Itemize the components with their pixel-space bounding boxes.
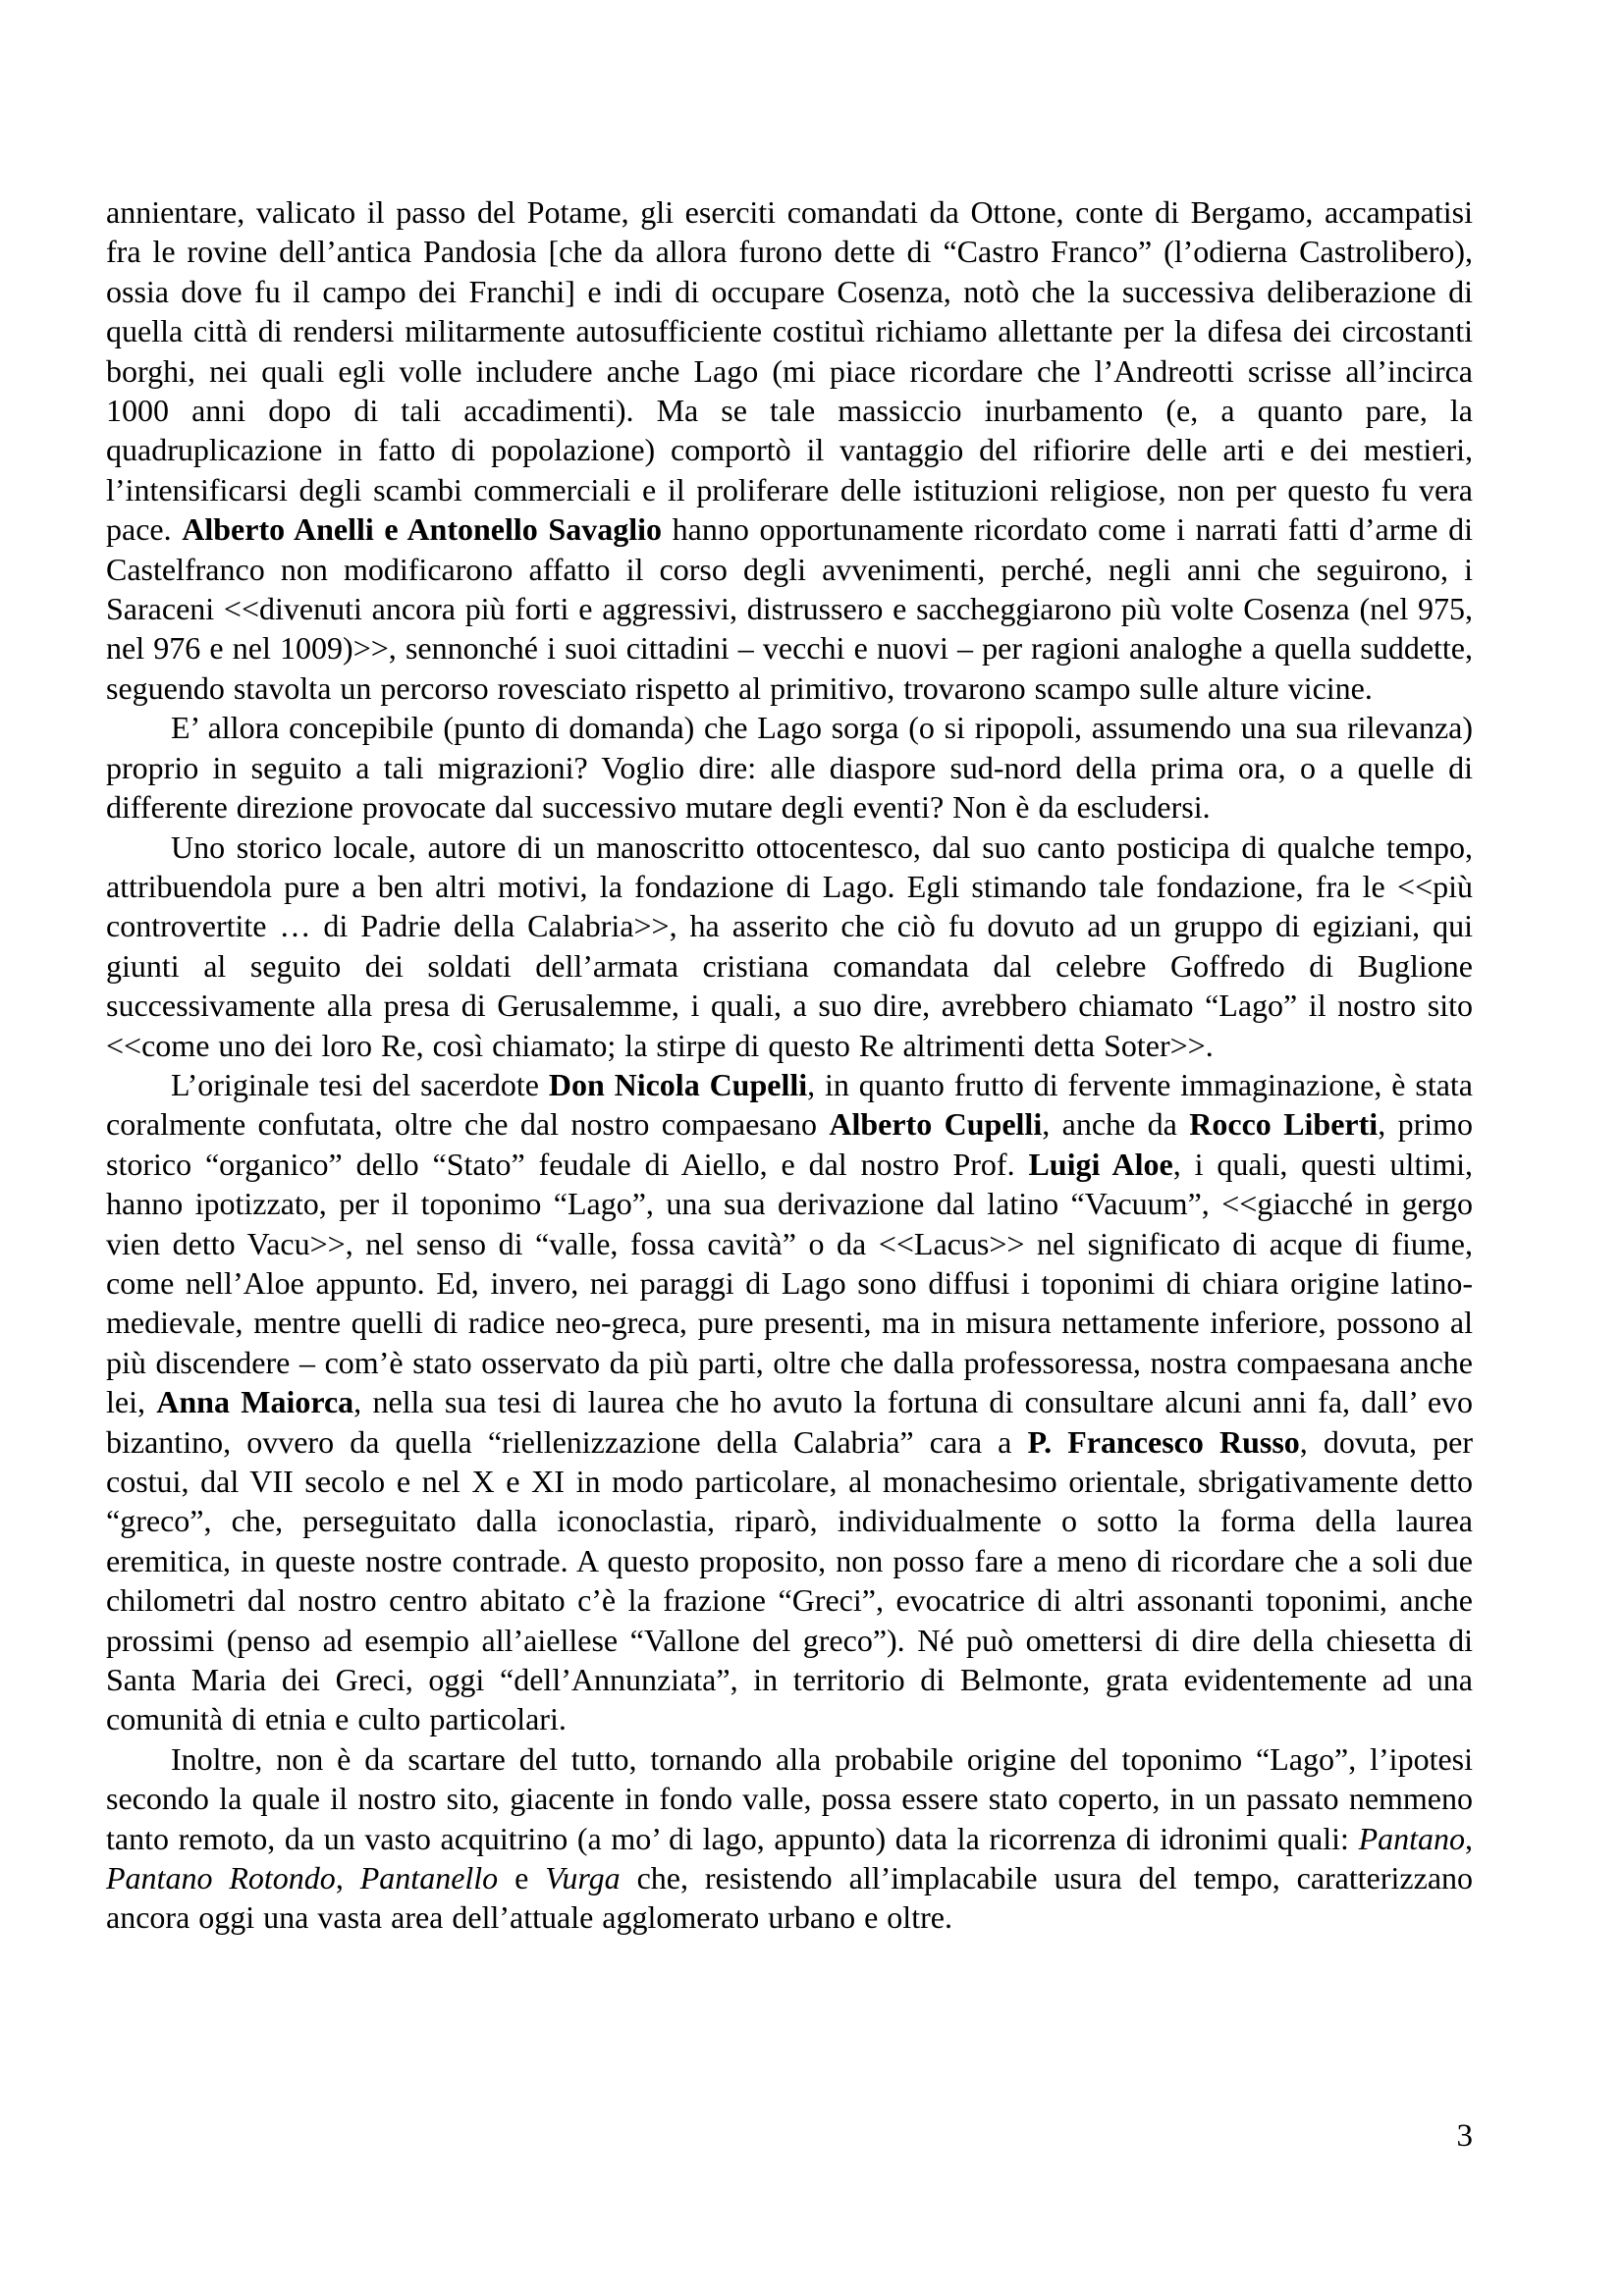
text-run: Vurga bbox=[545, 1860, 621, 1896]
text-run: Uno storico locale, autore di un manoscritto ottocentesco, dal suo canto posticipa di qualche tempo, attribuendola pure a ben altri motivi, la fondazione di Lago. Egli stimando tale fondazione, fra le <<più controvertite … di Padrie della Calabria>>, ha asserito che ciò fu dovuto ad un gruppo di egiziani, qui giunti al seguito dei soldati dell’armata cristiana comandata dal celebre Goffredo di Buglione successivamente alla presa di Gerusalemme, i quali, a suo dire, avrebbero chiamato “Lago” il nostro sito <<come uno dei loro Re, così chiamato; la stirpe di questo Re altrimenti detta Soter>>. bbox=[106, 828, 1473, 1063]
text-run: , in quanto frutto di fervente immaginazione, è stata coralmente confutata, oltre che dal nostro compaesano bbox=[106, 1066, 1474, 1143]
text-run: e bbox=[498, 1860, 546, 1896]
paragraph bbox=[106, 1065, 1473, 1739]
text-run: , primo storico “organico” dello “Stato” feudale di Aiello, e dal nostro Prof. bbox=[106, 1106, 1474, 1182]
text-run: P. Francesco Russo bbox=[1027, 1423, 1300, 1460]
text-run: , i quali, questi ultimi, hanno ipotizzato, per il toponimo “Lago”, una sua derivazione dal latino “Vacuum”, <<giacché in gergo vien detto Vacu>>, nel senso di “valle, fossa cavità” o da <<Lacus>> nel significato di acque di fiume, come nell’Aloe appunto. Ed, invero, nei paraggi di Lago sono diffusi i toponimi di chiara origine latino-medievale, mentre quelli di radice neo-greca, pure presenti, ma in misura nettamente inferiore, possono al più discendere – com’è stato osservato da più parti, oltre che dalla professoressa, nostra compaesana anche lei, bbox=[106, 1146, 1474, 1420]
text-run: Pantanello bbox=[359, 1860, 499, 1896]
text-run: Alberto Cupelli bbox=[829, 1106, 1043, 1143]
text-run: Inoltre, non è da scartare del tutto, tornando alla probabile origine del toponimo “Lago”, l’ipotesi secondo la quale il nostro sito, giacente in fondo valle, possa essere stato coperto, in un passato nemmeno tanto remoto, da un vasto acquitrino (a mo’ di lago, appunto) data la ricorrenza di idronimi quali: bbox=[106, 1740, 1473, 1856]
text-run: , nella sua tesi di laurea che ho avuto la fortuna di consultare alcuni anni fa, dall’ evo bizantino, ovvero da quella “riellenizzazione della Calabria” cara a bbox=[106, 1384, 1474, 1460]
text-run: Rocco Liberti bbox=[1189, 1106, 1379, 1143]
paragraph bbox=[106, 192, 1473, 708]
text-run: Don Nicola Cupelli bbox=[548, 1066, 808, 1102]
text-run: annientare, valicato il passo del Potame, gli eserciti comandati da Ottone, conte di Bergamo, accampatisi fra le rovine dell’antica Pandosia [che da allora furono dette di “Castro Franco” (l’odierna Castrolibero), ossia dove fu il campo dei Franchi] e indi di occupare Cosenza, notò che la successiva deliberazione di quella città di rendersi militarmente autosufficiente costituì richiamo allettante per la difesa dei circostanti borghi, nei quali egli volle includere anche Lago (mi piace ricordare che l’Andreotti scrisse all’incirca 1000 anni dopo di tali accadimenti). Ma se tale massiccio inurbamento (e, a quanto pare, la quadruplicazione in fatto di popolazione) comportò il vantaggio del rifiorire delle arti e dei mestieri, l’intensificarsi degli scambi commerciali e il proliferare delle istituzioni religiose, non per questo fu vera pace. bbox=[106, 194, 1473, 548]
text-run: Luigi Aloe bbox=[1028, 1146, 1173, 1182]
text-run: , bbox=[335, 1860, 360, 1896]
text-run: che, resistendo all’implacabile usura del tempo, caratterizzano ancora oggi una vasta area dell’attuale agglomerato urbano e oltre. bbox=[106, 1860, 1474, 1936]
text-run: E’ allora concepibile (punto di domanda) che Lago sorga (o si ripopoli, assumendo una sua rilevanza) proprio in seguito a tali migrazioni? Voglio dire: alle diaspore sud-nord della prima ora, o a quelle di differente direzione provocate dal successivo mutare degli eventi? Non è da escludersi. bbox=[106, 710, 1473, 826]
paragraph bbox=[106, 708, 1473, 827]
text-run: Pantano Rotondo bbox=[106, 1860, 336, 1896]
paragraph bbox=[106, 828, 1473, 1065]
paragraph bbox=[106, 1739, 1473, 1938]
text-run: Alberto Anelli e Antonello Savaglio bbox=[182, 511, 662, 548]
text-run: , anche da bbox=[1042, 1106, 1190, 1143]
text-run: , dovuta, per costui, dal VII secolo e nel X e XI in modo particolare, al monachesimo orientale, sbrigativamente detto “greco”, che, perseguitato dalla iconoclastia, riparò, individualmente o sotto la forma della laurea eremitica, in queste nostre contrade. A questo proposito, non posso fare a meno di ricordare che a soli due chilometri dal nostro centro abitato c’è la frazione “Greci”, evocatrice di altri assonanti toponimi, anche prossimi (penso ad esempio all’aiellese “Vallone del greco”). Né può omettersi di dire della chiesetta di Santa Maria dei Greci, oggi “dell’Annunziata”, in territorio di Belmonte, grata evidentemente ad una comunità di etnia e culto particolari. bbox=[106, 1423, 1474, 1737]
page-number: 3 bbox=[1456, 2118, 1473, 2154]
text-run: , bbox=[1465, 1820, 1473, 1856]
text-run: Pantano bbox=[1358, 1820, 1465, 1856]
text-run: L’originale tesi del sacerdote bbox=[171, 1066, 549, 1102]
page-text bbox=[106, 192, 1473, 1938]
text-run: hanno opportunamente ricordato come i narrati fatti d’arme di Castelfranco non modificarono affatto il corso degli avvenimenti, perché, negli anni che seguirono, i Saraceni <<divenuti ancora più forti e aggressivi, distrussero e saccheggiarono più volte Cosenza (nel 975, nel 976 e nel 1009)>>, sennonché i suoi cittadini – vecchi e nuovi – per ragioni analoghe a quella suddette, seguendo stavolta un percorso rovesciato rispetto al primitivo, trovarono scampo sulle alture vicine. bbox=[106, 511, 1474, 706]
text-run: Anna Maiorca bbox=[156, 1384, 354, 1420]
